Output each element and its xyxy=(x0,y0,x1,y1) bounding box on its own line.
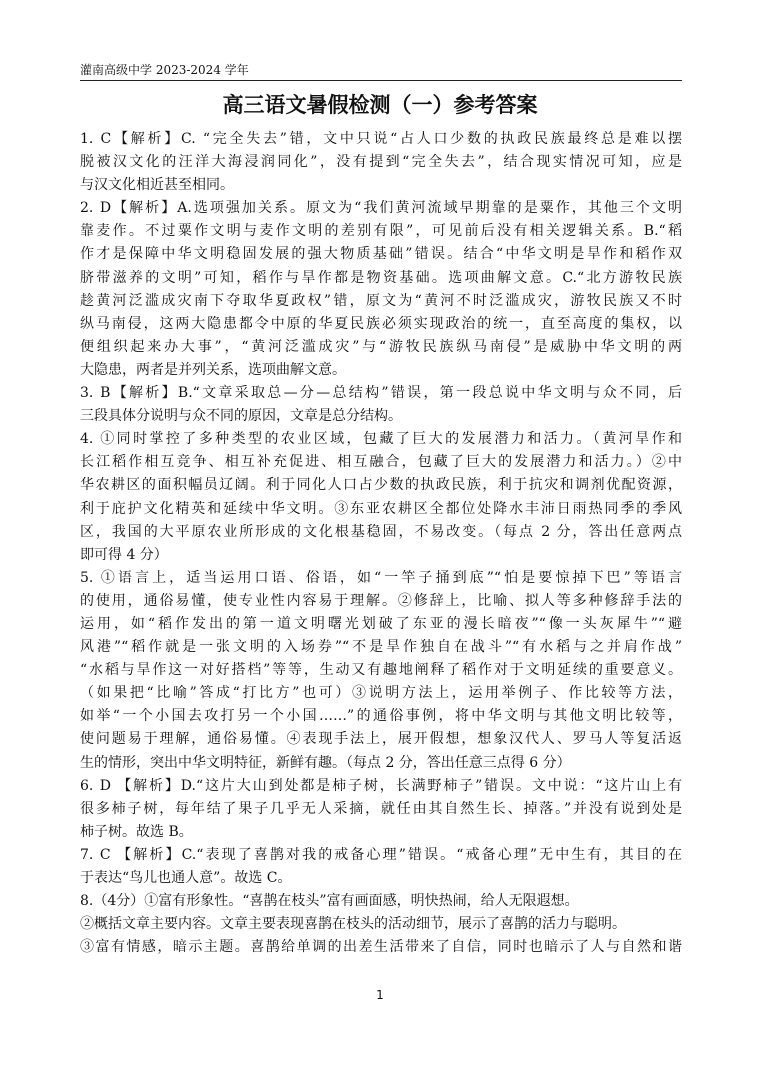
text-line: 生的情形，突出中华文明特征，新鲜有趣。（每点 2 分，答出任意三点得 6 分） xyxy=(80,754,571,771)
text-line: ③富有情感，暗示主题。喜鹊给单调的出差生活带来了自信，同时也暗示了人与自然和谐 xyxy=(80,939,682,956)
text-line: 8.（4分）①富有形象性。“喜鹊在枝头”富有画面感，明快热闹，给人无限遐想。 xyxy=(80,893,579,910)
text-line: 脐带滋养的文明”可知，稻作与旱作都是物资基础。选项曲解文意。C.“北方游牧民族 xyxy=(80,269,682,286)
text-line: 使问题易于理解，通俗易懂。④表现手法上，展开假想，想象汉代人、罗马人等复活返 xyxy=(80,731,682,748)
text-line: 纵马南侵，这两大隐患都令中原的华夏民族必须实现政治的统一，直至高度的集权，以 xyxy=(80,315,682,332)
text-line: 7. C 【解析】C.“表现了喜鹊对我的戒备心理”错误。“戒备心理”无中生有，其目的在 xyxy=(80,846,682,863)
text-line: 1. C【解析】C. “完全失去”错，文中只说“占人口少数的执政民族最终总是难以摆 xyxy=(80,131,682,147)
text-line: 区，我国的大平原农业所形成的文化根基稳固，不易改变。（每点 2 分，答出任意两点 xyxy=(80,523,682,540)
text-line: 很多柿子树，每年结了果子几乎无人采摘，就任由其自然生长、掉落。”并没有说到处是 xyxy=(80,800,682,817)
document-title: 高三语文暑假检测（一）参考答案 xyxy=(222,93,538,117)
answer-content xyxy=(80,128,682,959)
text-line: 如举“一个小国去攻打另一个小国……”的通俗事例，将中华文明与其他文明比较等， xyxy=(80,708,682,725)
text-line: ②概括文章主要内容。文章主要表现喜鹊在枝头的活动细节，展示了喜鹊的活力与聪明。 xyxy=(80,916,626,933)
text-line: （如果把“比喻”答成“打比方”也可）③说明方法上，运用举例子、作比较等方法， xyxy=(80,685,682,702)
text-line: 6. D 【解析】D.“这片大山到处都是柿子树，长满野柿子”错误。文中说：“这片山上有 xyxy=(80,777,682,794)
text-line: 5. ①语言上，适当运用口语、俗语，如“一竿子捅到底”“怕是要惊掉下巴”等语言 xyxy=(80,569,682,586)
page-number: 1 xyxy=(376,988,384,1002)
text-line: 三段具体分说明与众不同的原因，文章是总分结构。 xyxy=(80,408,402,425)
text-line: 运用，如“稻作发出的第一道文明曙光划破了东亚的漫长暗夜”“像一头灰犀牛”“避 xyxy=(80,615,682,632)
text-line: 利于庇护文化精英和延续中华文明。③东亚农耕区全都位处降水丰沛日雨热同季的季风 xyxy=(80,500,682,517)
text-line: 大隐患，两者是并列关系，选项曲解文意。 xyxy=(80,361,346,378)
text-line: 趁黄河泛滥成灾南下夺取华夏政权”错，原文为“黄河不时泛滥成灾，游牧民族又不时 xyxy=(80,292,682,309)
text-line: 柿子树。故选 B。 xyxy=(80,823,193,840)
text-line: “水稻与旱作这一对好搭档”等等，生动又有趣地阐释了稻作对于文明延续的重要意义。 xyxy=(80,662,682,679)
text-line: 靠麦作。不过粟作文明与麦作文明的差别有限”，可见前后没有相关逻辑关系。B.“稻 xyxy=(80,223,682,240)
text-line: 华农耕区的面积幅员辽阔。利于同化人口占少数的执政民族，利于抗灾和调剂优配资源， xyxy=(80,477,682,494)
text-line: 与汉文化相近甚至相同。 xyxy=(80,177,234,194)
text-line: 脱被汉文化的汪洋大海浸润同化”，没有提到“完全失去”，结合现实情况可知，应是 xyxy=(80,154,682,171)
text-line: 风港”“稻作就是一张文明的入场券”“不是旱作独自在战斗”“有水稻与之并肩作战” xyxy=(80,639,682,656)
text-line: 长江稻作相互竞争、相互补充促进、相互融合，包藏了巨大的发展潜力和活力。）②中 xyxy=(80,454,682,471)
text-line: 4. ①同时掌控了多种类型的农业区域，包藏了巨大的发展潜力和活力。（黄河旱作和 xyxy=(80,431,682,448)
text-line: 的使用，通俗易懂，使专业性内容易于理解。②修辞上，比喻、拟人等多种修辞手法的 xyxy=(80,592,682,609)
text-line: 便组织起来办大事”，“黄河泛滥成灾”与“游牧民族纵马南侵”是威胁中华文明的两 xyxy=(80,338,682,355)
running-header: 灌南高级中学 2023-2024 学年 xyxy=(80,62,682,81)
text-line: 3. B【解析】B.“文章采取总—分—总结构”错误，第一段总说中华文明与众不同，后 xyxy=(80,385,682,402)
text-line: 于表达“鸟儿也通人意”。故选 C。 xyxy=(80,870,292,886)
text-line: 2. D【解析】A.选项强加关系。原文为“我们黄河流域早期靠的是粟作，其他三个文明 xyxy=(80,200,682,217)
text-line: 作才是保障中华文明稳固发展的强大物质基础”错误。结合“中华文明是旱作和稻作双 xyxy=(80,246,682,263)
text-line: 即可得 4 分） xyxy=(80,546,168,563)
